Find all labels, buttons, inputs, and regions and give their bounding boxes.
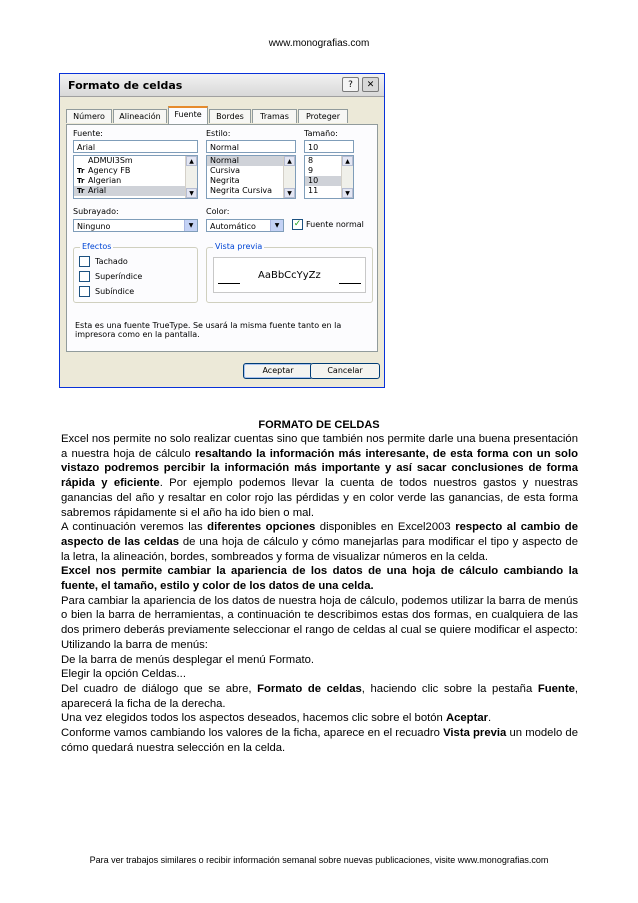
list-item[interactable]: 8: [308, 156, 314, 165]
list-item[interactable]: Cursiva: [210, 166, 240, 175]
paragraph: Para cambiar la apariencia de los datos de nuestra hoja de cálculo, podemos utilizar la barra de menús o bien la barra de herramientas, a continuación te describimos estas dos formas, en cualquiera de las dos primero deberás previamente seleccionar el rango de celdas al cual se quiere modificar el aspecto:: [61, 594, 578, 637]
scroll-down-icon[interactable]: ▼: [342, 188, 353, 198]
list-item[interactable]: Negrita: [210, 176, 240, 185]
scroll-up-icon[interactable]: ▲: [284, 156, 295, 166]
paragraph: Utilizando la barra de menús:: [61, 638, 208, 651]
truetype-icon: Tr: [77, 177, 85, 185]
site-header: www.monografias.com: [268, 38, 370, 49]
style-list-scrollbar[interactable]: [283, 156, 295, 198]
paragraph: Elegir la opción Celdas...: [61, 668, 186, 681]
style-input[interactable]: Normal: [206, 140, 296, 153]
normal-font-checkbox[interactable]: [292, 219, 303, 230]
size-list[interactable]: [304, 155, 354, 199]
dialog-titlebar: [60, 74, 384, 97]
preview-sample: AaBbCcYyZz: [258, 270, 321, 281]
normal-font-label: Fuente normal: [306, 220, 364, 229]
color-select[interactable]: Automático ▼: [206, 219, 284, 232]
paragraph: Conforme vamos cambiando los valores de la ficha, aparece en el recuadro Vista previa un modelo de cómo quedará nuestra selección en la celda.: [61, 727, 578, 754]
list-item[interactable]: Tr Agency FB: [77, 166, 131, 175]
close-icon: ✕: [366, 80, 375, 90]
strikethrough-label: Tachado: [95, 257, 128, 266]
paragraph: A continuación veremos las diferentes opciones disponibles en Excel2003 respecto al cambio de aspecto de las celdas de una hoja de cálculo y cómo manejarlas para modificar el tipo y aspecto de la letra, la alineación, bordes, sombreados y forma de visualizar números en la celda.: [61, 521, 578, 563]
preview-rule-right: [339, 283, 361, 284]
truetype-icon: Tr: [77, 187, 85, 195]
tab-proteger[interactable]: Proteger: [298, 109, 348, 123]
cancel-button[interactable]: Cancelar: [310, 363, 380, 379]
superscript-label: Superíndice: [95, 272, 143, 281]
size-label: Tamaño:: [304, 129, 338, 138]
scroll-down-icon[interactable]: ▼: [186, 188, 197, 198]
paragraph: Excel nos permite no solo realizar cuentas sino que también nos permite darle una buena presentación a nuestra hoja de cálculo resaltando la información más interesante, de esta forma con un solo vistazo podremos percibir la información más importante y así sacar conclusiones de forma rápida y eficiente. Por ejemplo podemos llevar la cuenta de todos nuestros gastos y nuestras ganancias del año y resaltar en color rojo las pérdidas y en color verde las ganancias, de esta forma sabremos rápidamente si el año ha ido bien o mal.: [61, 433, 579, 519]
style-list[interactable]: [206, 155, 296, 199]
font-list-scrollbar[interactable]: [185, 156, 197, 198]
list-item[interactable]: 9: [308, 166, 314, 175]
font-input[interactable]: Arial: [73, 140, 198, 153]
list-item[interactable]: Tr Arial: [74, 186, 197, 196]
list-item[interactable]: ADMUI3Sm: [88, 156, 133, 165]
tab-fuente[interactable]: Fuente: [168, 106, 208, 124]
subscript-label: Subíndice: [95, 287, 135, 296]
tab-tramas[interactable]: Tramas: [252, 109, 297, 123]
list-item[interactable]: 10: [305, 176, 353, 186]
help-button[interactable]: ?: [342, 77, 359, 92]
paragraph: De la barra de menús desplegar el menú Formato.: [61, 653, 315, 666]
list-item[interactable]: Negrita Cursiva: [210, 186, 273, 195]
accept-button[interactable]: Aceptar: [243, 363, 313, 379]
effects-group: [73, 242, 198, 303]
scroll-up-icon[interactable]: ▲: [186, 156, 197, 166]
checkmark-icon: ✓: [293, 219, 302, 229]
dialog-title: Formato de celdas: [68, 79, 183, 92]
preview-title: Vista previa: [215, 242, 263, 251]
size-list-scrollbar[interactable]: [341, 156, 353, 198]
article-body: [61, 432, 578, 755]
underline-select[interactable]: Ninguno ▼: [73, 219, 198, 232]
list-item[interactable]: Tr Algerian: [77, 176, 122, 185]
paragraph: Del cuadro de diálogo que se abre, Formato de celdas, haciendo clic sobre la pestaña Fuente, aparecerá la ficha de la derecha.: [61, 682, 578, 710]
list-item[interactable]: 11: [308, 186, 319, 195]
tab-alineacion[interactable]: Alineación: [113, 109, 167, 123]
paragraph: Una vez elegidos todos los aspectos deseados, hacemos clic sobre el botón Aceptar.: [61, 712, 492, 725]
site-footer: Para ver trabajos similares o recibir información semanal sobre nuevas publicaciones, visite www.monografias.com: [89, 855, 549, 865]
font-tab-panel: [66, 124, 378, 352]
scroll-up-icon[interactable]: ▲: [342, 156, 353, 166]
tab-numero[interactable]: Número: [66, 109, 112, 123]
chevron-down-icon[interactable]: ▼: [270, 220, 283, 231]
preview-group: [206, 242, 373, 303]
article-title: FORMATO DE CELDAS: [258, 419, 380, 431]
preview-rule-left: [218, 283, 240, 284]
tab-bordes[interactable]: Bordes: [209, 109, 251, 123]
color-label: Color:: [206, 207, 230, 216]
style-label: Estilo:: [206, 129, 231, 138]
truetype-icon: Tr: [77, 167, 85, 175]
underline-label: Subrayado:: [73, 207, 119, 216]
preview-box: [213, 257, 366, 293]
close-button[interactable]: [362, 77, 379, 92]
font-label: Fuente:: [73, 129, 103, 138]
format-cells-dialog: [59, 73, 385, 388]
chevron-down-icon[interactable]: ▼: [184, 220, 197, 231]
font-list[interactable]: [73, 155, 198, 199]
effects-title: Efectos: [82, 242, 112, 251]
truetype-note: Esta es una fuente TrueType. Se usará la misma fuente tanto en la impresora como en la pantalla.: [75, 321, 342, 339]
scroll-down-icon[interactable]: ▼: [284, 188, 295, 198]
subscript-checkbox[interactable]: [79, 286, 90, 297]
list-item[interactable]: Normal: [207, 156, 295, 166]
size-input[interactable]: 10: [304, 140, 354, 153]
strikethrough-checkbox[interactable]: [79, 256, 90, 267]
paragraph: Excel nos permite cambiar la apariencia de los datos de una hoja de cálculo cambiando la fuente, el tamaño, estilo y color de los datos de una celda.: [61, 565, 578, 593]
superscript-checkbox[interactable]: [79, 271, 90, 282]
